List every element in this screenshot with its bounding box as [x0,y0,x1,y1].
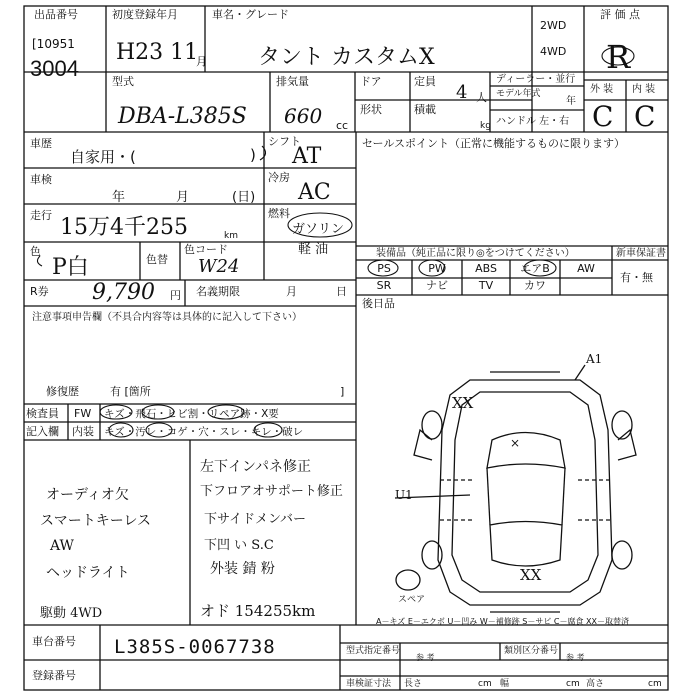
model-year-label: モデル年式 [496,89,541,99]
handle-label: ハンドル 左・右 [496,116,570,127]
repair-label: 修復歴 [46,385,79,398]
cert-width-unit: cm [566,679,580,689]
drive-4wd: 4WD [540,45,567,58]
interior-value: C [634,100,656,133]
note-right-1: 左下インパネ修正 [200,459,312,475]
diagram-x-mark: × [510,436,521,450]
recycle-label: R券 [30,285,49,298]
color-change-label: 色替 [146,253,168,266]
note-right-5: 外装 錆 粉 [210,561,275,577]
note-left-3: AW [50,538,74,554]
fuel-diesel: 軽 油 [298,242,329,257]
inspector-fw: FW [74,407,92,420]
disp-unit: cc [336,119,349,132]
recycle-unit: 円 [170,289,181,302]
mileage-label: 走行 [30,209,52,222]
fuel-label: 燃料 [268,207,290,220]
capacity-value: 4 [456,82,468,103]
equip-aw: AW [577,262,595,275]
first-reg-value: H23 11 [116,40,199,65]
note-drive: 駆動 4WD [40,606,103,621]
diagram-a1: A1 [586,352,603,366]
repair-close: ] [340,385,345,398]
model-value: DBA-L385S [118,104,247,129]
cert-length-unit: cm [478,679,492,689]
chassis-label: 車台番号 [32,635,76,648]
lot-label: 出品番号 [34,8,78,21]
mileage-value: 15万4千255 [60,215,188,240]
ac-label: 冷房 [268,171,290,184]
cert-width: 幅 [500,679,510,689]
door-label: ドア [360,75,382,88]
diagram-xx-bottom: XX [520,566,542,584]
cert-height-unit: cm [648,679,662,689]
notes-label: 注意事項申告欄（不具合内容等は具体的に記入して下さい） [32,312,302,323]
note-left-4: ヘッドライト [46,565,130,581]
eval-label: 評 価 点 [600,8,640,21]
note-right-3: 下サイドメンバー [204,512,307,527]
registration-label: 登録番号 [32,669,76,682]
drive-2wd: 2WD [540,19,567,32]
inspector-label-1: 検査員 [26,407,59,420]
model-label: 型式 [112,75,134,88]
type-designation-label: 型式指定番号 [346,646,401,656]
capacity-unit: 人 [476,91,487,104]
expire-month: 月 [286,285,297,298]
note-right-4: 下凹 い S.C [204,538,274,553]
mileage-unit: km [224,231,238,241]
sales-point-label: セールスポイント（正常に機能するものに限ります） [362,137,626,150]
cert-size-label: 車検証寸法 [346,679,392,689]
load-unit: kg [480,121,491,131]
diagram-xx-top: XX [452,394,474,412]
category-label: 類別区分番号 [504,646,559,656]
lot-code: [10951 [32,37,75,51]
exterior-value: C [592,100,614,133]
shape-label: 形状 [360,103,382,116]
expire-day: 日 [336,285,347,298]
warranty-label: 新車保証書 [616,248,666,259]
equip-navi: ナビ [426,279,448,292]
color-code-value: W24 [198,256,240,277]
expire-label: 名義期限 [196,285,240,298]
inspection-month: 月 [176,190,190,205]
diagram-spare: スペア [398,595,426,605]
color-label: 色 [30,245,41,258]
diagram-u1: U1 [395,488,413,502]
recycle-value: 9,790 [92,280,155,305]
damage-legend: A－キズ E－エクボ U－凹み W－補修跡 S－サビ C－腐食 XX－取替済 [376,617,630,626]
color-value: P白 [52,255,89,280]
first-reg-month: 月 [196,55,207,68]
repair-value: 有 [箇所 [110,385,151,398]
note-odometer: オド 154255km [200,602,316,620]
history-label: 車歴 [30,137,52,150]
disp-value: 660 [284,104,323,128]
equip-pw: PW [428,262,446,275]
type-ref: 参 考 [416,653,435,662]
model-year-unit: 年 [566,96,576,107]
inspector-fw-items: キズ・飛石・ヒビ割・リペア跡・X要 [104,408,279,420]
inspection-day: (日) [232,190,256,205]
inspector-interior-items: キズ・汚レ・コゲ・穴・スレ・キレ・破レ [104,426,304,438]
seat-label: 後日品 [362,297,395,310]
inspector-interior: 内装 [72,425,94,438]
inspection-label: 車検 [30,173,52,186]
name-value: タント カスタムX [258,45,435,70]
load-label: 積載 [414,103,436,116]
equip-airbag: エアB [520,262,550,275]
color-code-label: 色コード [184,243,228,256]
shift-label: シフト [268,135,301,148]
shift-value: AT [292,144,322,169]
cert-length: 長さ [404,679,423,689]
equip-leather: カワ [524,279,546,292]
category-ref: 参 考 [566,653,585,662]
equipment-label: 装備品（純正品に限り◎をつけてください） [376,248,575,259]
fuel-gasoline: ガソリン [292,222,345,237]
chassis-value: L385S-0067738 [114,636,276,658]
equip-tv: TV [478,279,494,292]
dealer-label: ディーラー・並行 [496,74,576,85]
interior-label: 内 装 [632,84,656,95]
cert-height: 高さ [586,679,605,689]
first-reg-label: 初度登録年月 [112,8,178,21]
disp-label: 排気量 [276,75,309,88]
lot-number: 3004 [30,56,79,81]
inspection-year: 年 [112,190,126,205]
ac-value: AC [298,180,331,205]
name-label: 車名・グレード [212,8,289,21]
history-value: 自家用・( [70,148,136,166]
exterior-label: 外 装 [590,84,614,95]
inspector-label-2: 記入欄 [26,425,59,438]
capacity-label: 定員 [414,75,436,88]
equip-abs: ABS [475,262,497,275]
warranty-value: 有・無 [620,271,653,284]
note-right-2: 下フロアオサポート修正 [200,484,343,499]
note-left-1: オーディオ欠 [46,487,129,503]
equip-ps: PS [377,262,391,275]
note-left-2: スマートキーレス [40,513,152,529]
history-close: ) [250,146,256,164]
equip-sr: SR [376,279,392,292]
eval-value: R [606,38,631,76]
